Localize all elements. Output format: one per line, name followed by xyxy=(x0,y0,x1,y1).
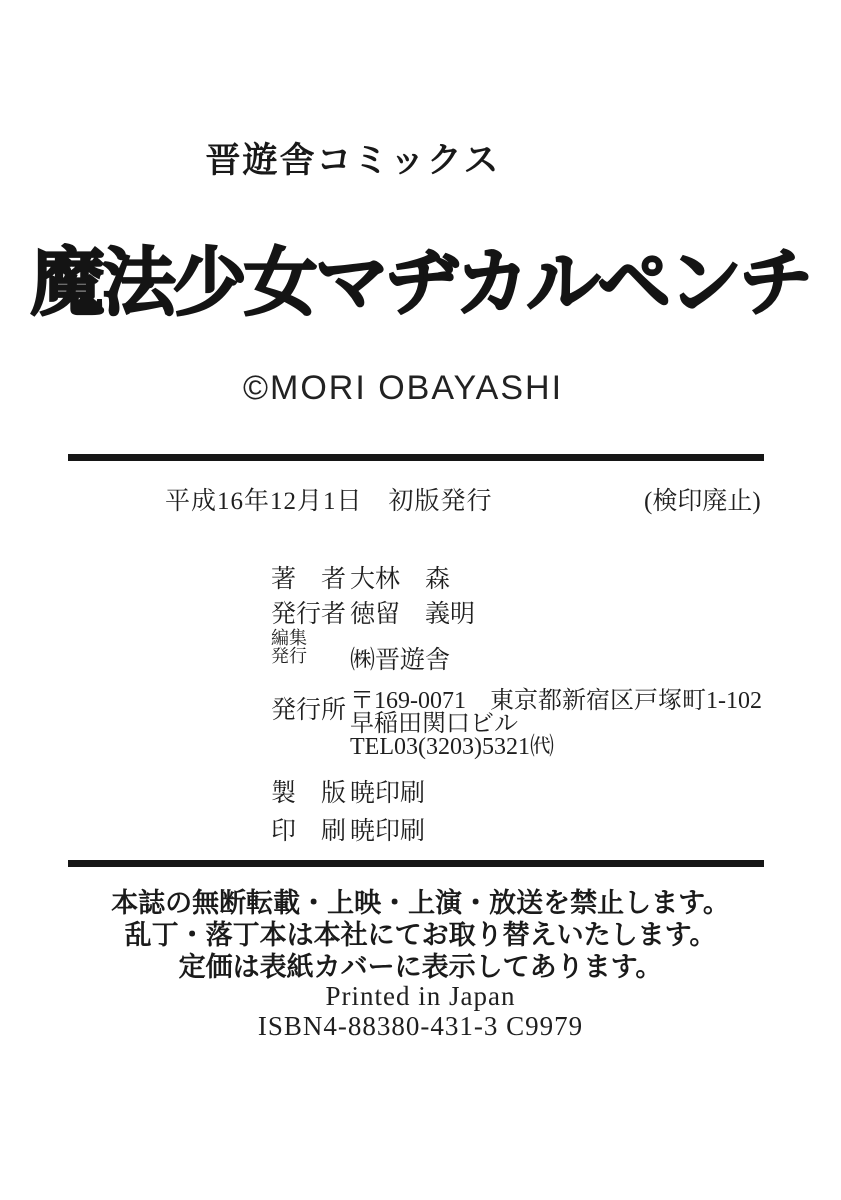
plate-making-label: 製 版 xyxy=(271,780,347,807)
divider-bottom xyxy=(68,860,764,867)
edition-date: 平成16年12月1日 初版発行 xyxy=(165,488,493,515)
publisher-address-line1: 〒169-0071 東京都新宿区戸塚町1-102 xyxy=(350,688,762,714)
publisher-address-line2: 早稲田関口ビル xyxy=(350,711,518,737)
publishing-label-line: 発行 xyxy=(271,646,307,666)
author-label: 著 者 xyxy=(271,566,347,593)
isbn-number: ISBN4-88380-431-3 C9979 xyxy=(257,1011,584,1041)
publisher-imprint: 晋遊舎コミックス xyxy=(205,141,501,180)
publisher-office-label: 発行所 xyxy=(271,697,347,724)
copyright-notice: ©MORI OBAYASHI xyxy=(242,369,564,407)
plate-making-company: 暁印刷 xyxy=(350,780,426,807)
reprint-prohibition-notice: 本誌の無断転載・上映・上演・放送を禁止します。 xyxy=(111,888,730,918)
price-notice: 定価は表紙カバーに表示してあります。 xyxy=(178,952,663,982)
printed-in-japan: Printed in Japan xyxy=(325,981,516,1011)
issuer-label: 発行者 xyxy=(271,601,347,628)
publishing-company: ㈱晋遊舎 xyxy=(350,647,451,674)
publisher-address xyxy=(350,690,762,759)
printing-label: 印 刷 xyxy=(271,818,347,845)
author-name: 大林 森 xyxy=(350,566,451,593)
defective-copy-notice: 乱丁・落丁本は本社にてお取り替えいたします。 xyxy=(124,920,717,950)
inspection-abolished-note: (検印廃止) xyxy=(644,488,761,515)
editing-label-line: 編集 xyxy=(271,628,307,648)
printing-company: 暁印刷 xyxy=(350,818,426,845)
publisher-phone: TEL03(3203)5321㈹ xyxy=(350,734,554,760)
issuer-name: 徳留 義明 xyxy=(350,601,476,628)
book-title: 魔法少女マヂカルペンチ xyxy=(30,240,811,326)
editing-publishing-label xyxy=(271,629,307,665)
divider-top xyxy=(68,454,764,461)
